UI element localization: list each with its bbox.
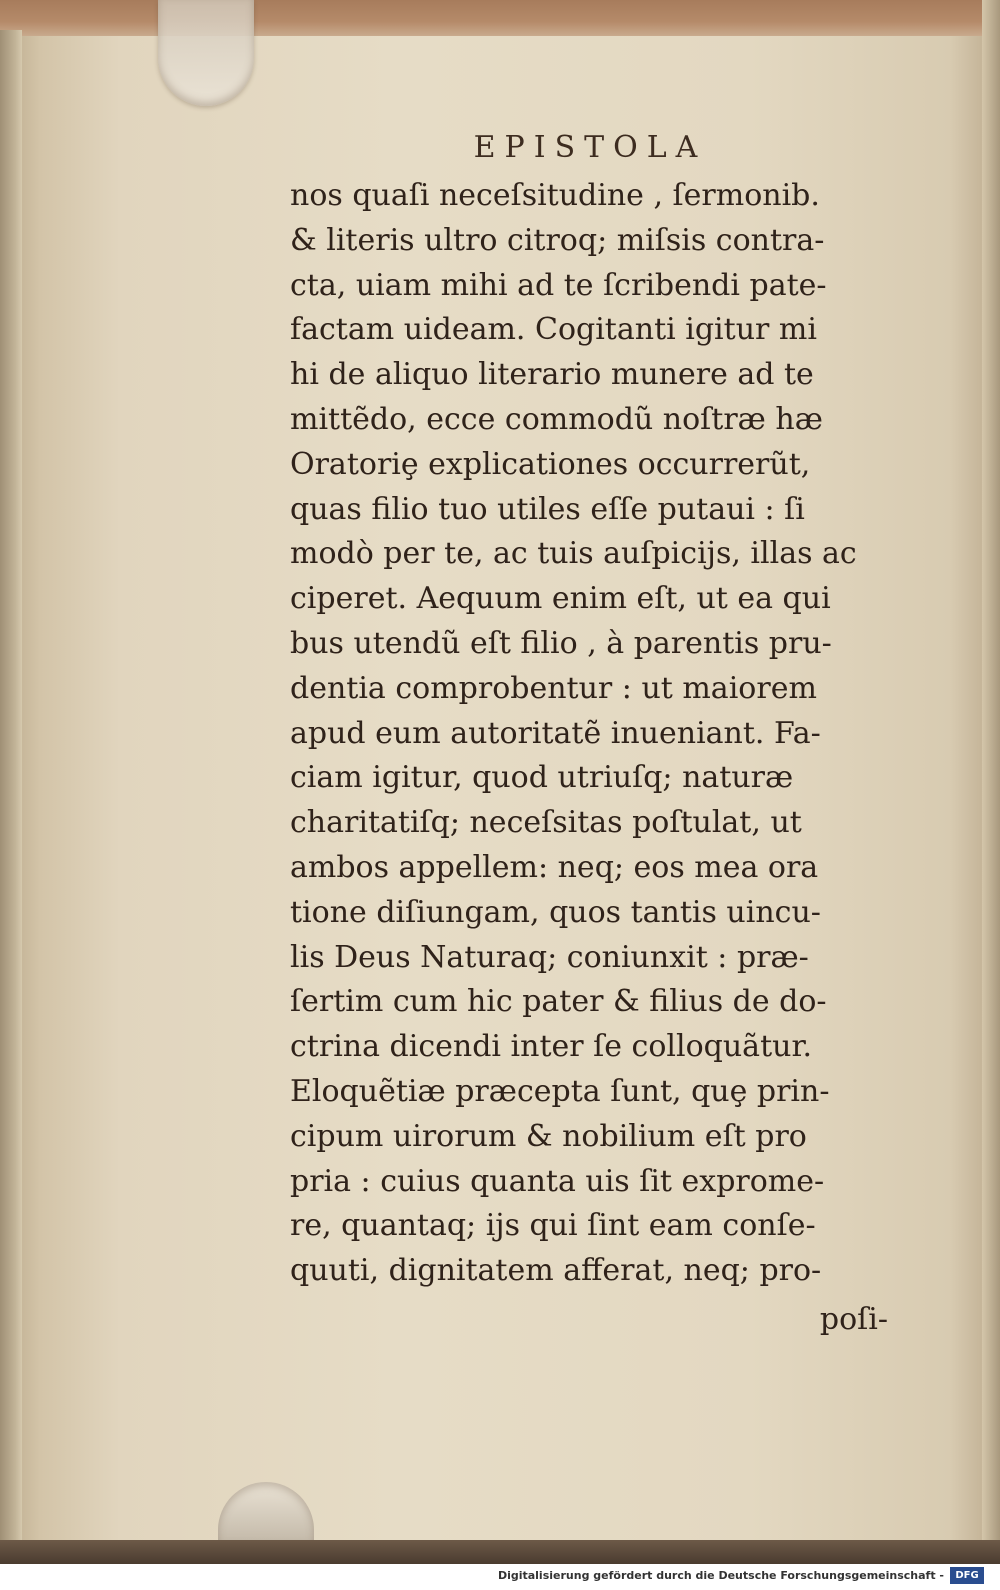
page-fore-edge [982,0,1000,1540]
text-line: ciam igitur, quod utriuſq; naturæ [290,760,794,796]
text-line: quas filio tuo utiles eſſe putaui : ſi [290,491,805,527]
text-line: re, quantaq; ijs qui ſint eam conſe- [290,1208,816,1244]
text-line: lis Deus Naturaq; coniunxit : præ- [290,939,809,975]
text-line: dentia comprobentur : ut maiorem [290,670,817,706]
text-line: tione diſiungam, quos tantis uincu- [290,894,821,930]
text-line: Oratoriȩ explicationes occurrerũt, [290,446,811,482]
page-clip-top [158,0,254,106]
text-line: nos quaſi neceſsitudine , ſermonib. [290,178,820,213]
text-line: ſertim cum hic pater & filius de do- [290,984,827,1020]
text-line: modò per te, ac tuis auſpicijs, illas ac [290,536,857,572]
text-line: cipum uirorum & nobilium eſt pro [290,1118,807,1154]
text-line: bus utendũ eſt filio , à parentis pru- [290,625,832,661]
bottom-scan-border [0,1540,1000,1564]
text-line: ciperet. Aequum enim eſt, ut ea qui [290,581,831,617]
text-line: ambos appellem: neq; eos mea ora [290,849,819,885]
text-line: ctrina dicendi inter ſe colloquãtur. [290,1029,813,1065]
running-header: EPISTOLA [473,130,707,165]
text-line: Eloquẽtiæ præcepta ſunt, quȩ prin- [290,1073,830,1109]
top-scan-border [0,0,1000,36]
funding-credit: Digitalisierung gefördert durch die Deutsche Forschungsgemeinschaft - [497,1569,944,1582]
catchword: poſi- [819,1302,888,1337]
dfg-logo-icon: DFG [950,1567,984,1584]
text-line: quuti, dignitatem afferat, neq; pro- [290,1253,822,1289]
book-gutter-edge [0,30,22,1540]
text-line: hi de aliquo literario munere ad te [290,357,814,393]
text-line: charitatiſq; neceſsitas poſtulat, ut [290,805,802,841]
body-text [290,174,900,1294]
text-line: factam uideam. Cogitanti igitur mi [290,312,817,348]
text-line: cta, uiam mihi ad te ſcribendi pate- [290,267,827,303]
text-line: mittẽdo, ecce commodũ noſtræ hæ [290,401,823,437]
text-line: & literis ultro citroq; miſsis contra- [290,222,825,258]
text-line: apud eum autoritatẽ inueniant. Fa- [290,715,821,751]
text-line: pria : cuius quanta uis ſit exprome- [290,1163,825,1199]
page-clip-bottom [218,1482,314,1542]
